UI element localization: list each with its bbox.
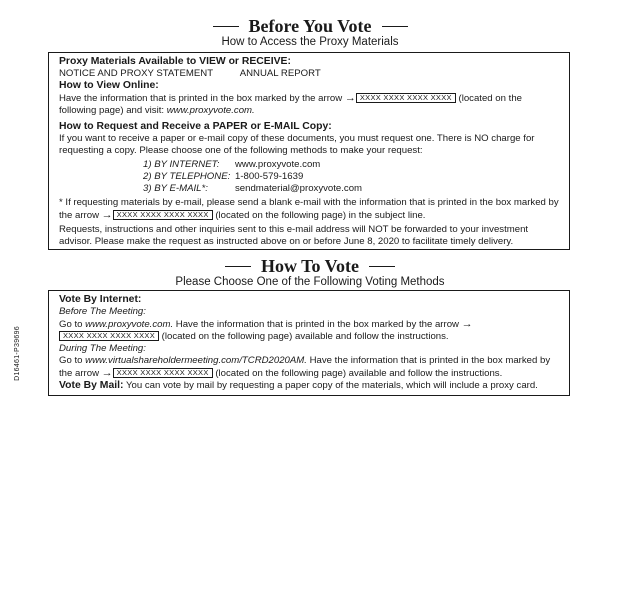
before-you-vote-subtitle: How to Access the Proxy Materials bbox=[221, 36, 399, 48]
email-note: * If requesting materials by e-mail, please send a blank e-mail with the information that is printed in the box marked by the arrow → XXXX XXXX XXXX XXXX (located on the following page) in the subject line. bbox=[59, 197, 559, 221]
proxyvote-link[interactable]: www.proxyvote.com. bbox=[166, 105, 255, 116]
control-number-box: XXXX XXXX XXXX XXXX bbox=[59, 331, 159, 341]
virtual-meeting-link[interactable]: www.virtualshareholdermeeting.com/TCRD2020AM. bbox=[85, 355, 307, 366]
arrow-icon: → bbox=[101, 367, 113, 379]
method-email-value[interactable]: sendmaterial@proxyvote.com bbox=[235, 183, 363, 194]
how-to-vote-header bbox=[48, 256, 572, 289]
proxyvote-link[interactable]: www.proxyvote.com. bbox=[85, 319, 174, 330]
method-row: 1) BY INTERNET: www.proxyvote.com bbox=[143, 159, 321, 170]
how-to-vote-subtitle: Please Choose One of the Following Voting Methods bbox=[175, 276, 445, 288]
arrow-icon: → bbox=[344, 92, 356, 104]
method-telephone-value[interactable]: 1-800-579-1639 bbox=[235, 171, 304, 182]
title-rule-left bbox=[225, 266, 251, 267]
materials-list: NOTICE AND PROXY STATEMENT ANNUAL REPORT bbox=[59, 68, 321, 79]
request-heading: How to Request and Receive a PAPER or E-MAIL Copy: bbox=[59, 121, 332, 132]
vote-internet-heading: Vote By Internet: bbox=[59, 294, 142, 305]
view-online-text: Have the information that is printed in the box marked by the arrow → XXXX XXXX XXXX XXXX (located on the following page) and visit: www.proxyvote.com. bbox=[59, 92, 522, 116]
before-meeting-label: Before The Meeting: bbox=[59, 306, 146, 317]
title-rule-right bbox=[369, 266, 395, 267]
arrow-icon: → bbox=[461, 318, 473, 330]
final-note: Requests, instructions and other inquiries sent to this e-mail address will NOT be forwarded to your investment advisor. Please make the request as instructed above on or before June 8, 2020 to facilitate timely delivery. bbox=[59, 224, 529, 247]
document-code: D16461-P39696 bbox=[14, 326, 21, 381]
method-row: 2) BY TELEPHONE: 1-800-579-1639 bbox=[143, 171, 304, 182]
request-methods bbox=[143, 159, 559, 195]
before-you-vote-title: Before You Vote bbox=[48, 16, 572, 36]
title-rule-right bbox=[382, 26, 408, 27]
method-internet-value[interactable]: www.proxyvote.com bbox=[235, 159, 321, 170]
before-meeting-text: Go to www.proxyvote.com. Have the information that is printed in the box marked by the arrow →XXXX XXXX XXXX XXXX (located on the following page) available and follow the instructions. bbox=[59, 318, 473, 342]
view-online-heading: How to View Online: bbox=[59, 80, 159, 91]
during-meeting-text: Go to www.virtualshareholdermeeting.com/TCRD2020AM. Have the information that is printed in the box marked by the arrow → XXXX XXXX XXXX XXXX (located on the following page) available and follow the instructions. bbox=[59, 355, 551, 379]
vote-mail-line: Vote By Mail: You can vote by mail by requesting a paper copy of the materials, which will include a proxy card. bbox=[59, 380, 538, 391]
request-text: If you want to receive a paper or e-mail copy of these documents, you must request one. There is NO charge for requesting a copy. Please choose one of the following methods to make your request: bbox=[59, 133, 535, 156]
title-rule-left bbox=[213, 26, 239, 27]
control-number-box: XXXX XXXX XXXX XXXX bbox=[113, 368, 213, 378]
how-to-vote-title: How To Vote bbox=[48, 256, 572, 276]
materials-heading: Proxy Materials Available to VIEW or RECEIVE: bbox=[59, 56, 291, 67]
before-you-vote-header bbox=[48, 16, 572, 49]
voting-methods-box bbox=[48, 290, 570, 396]
control-number-box: XXXX XXXX XXXX XXXX bbox=[113, 210, 213, 220]
vote-mail-heading: Vote By Mail: bbox=[59, 380, 124, 391]
arrow-icon: → bbox=[101, 209, 113, 221]
control-number-box: XXXX XXXX XXXX XXXX bbox=[356, 93, 456, 103]
during-meeting-label: During The Meeting: bbox=[59, 343, 146, 354]
access-materials-box bbox=[48, 52, 570, 250]
method-row: 3) BY E-MAIL*: sendmaterial@proxyvote.com bbox=[143, 183, 363, 194]
